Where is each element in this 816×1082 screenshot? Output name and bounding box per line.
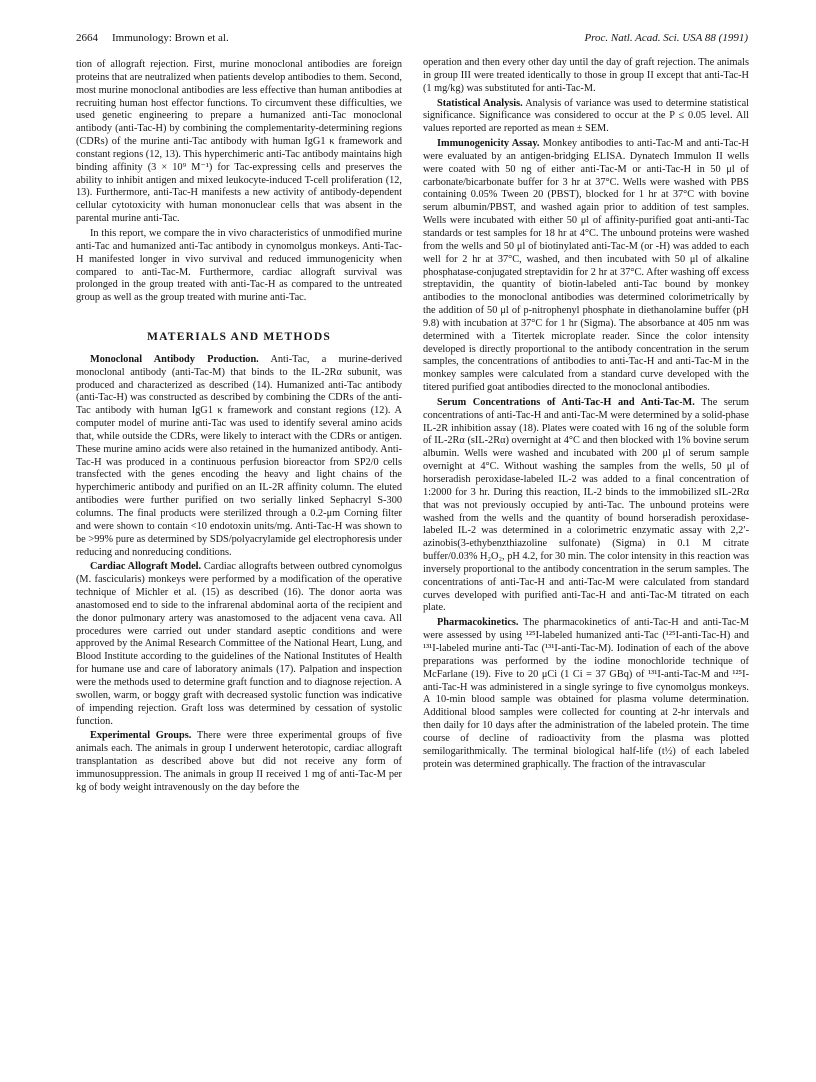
experimental-groups-paragraph xyxy=(76,730,402,794)
immunogenicity-heading: Immunogenicity Assay. xyxy=(437,138,540,150)
experimental-groups-continued: operation and then every other day until the day of graft rejection. The animals in group III were treated identically to those in group II except that anti-Tac-H (1 mg/kg) was substituted for anti-Tac-M. xyxy=(423,57,749,94)
pharmacokinetics-heading: Pharmacokinetics. xyxy=(437,617,519,629)
immunogenicity-text: Monkey antibodies to anti-Tac-M and anti-Tac-H were evaluated by an antigen-bridging ELISA. Dynatech Immulon II wells were coated with 50 ng of either anti-Tac-M or anti-Tac-H in 50 μl of carbonate/bicarbonate buffer for 3 hr at 37°C. Wells were washed with PBS containing 0.05% Tween 20 (PBST), blocked for 1 hr at 37°C with bovine serum albumin/PBST, and washed again prior to addition of test samples. Wells were incubated with either 50 μl of affinity-purified goat anti-anti-Tac standards or test samples for 18 hr at 4°C. The unbound proteins were washed from the wells and 50 μl of biotinylated anti-Tac-M (or -H) was added to each well for 2 hr at 37°C, washed, and then incubated with 50 μl of alkaline phosphatase-conjugated streptavidin for 2 hr at 37°C. After washing off excess streptavidin, the quantity of biotin-labeled anti-Tac bound by monkey antibodies to the monoclonal antibodies was determined colorimetrically by the addition of 50 μl of p-nitrophenyl phosphate in diethanolamine buffer (pH 9.8) with incubation at 37°C for 1 hr (Sigma). The absorbance at 405 nm was determined with a Titertek microplate reader. Since the color intensity developed is directly proportional to the antibody concentration in the serum samples, the concentrations of antibodies to anti-Tac-H and anti-Tac-M in the monkey samples were calculated from a standard curve developed with the titered purified goat antibodies directed to the monoclonal antibodies. xyxy=(423,138,749,394)
statistical-analysis-heading: Statistical Analysis. xyxy=(437,97,523,109)
serum-concentrations-heading: Serum Concentrations of Anti-Tac-H and Anti-Tac-M. xyxy=(437,396,695,408)
cardiac-allograft-text: Cardiac allografts between outbred cynomolgus (M. fascicularis) monkeys were performed by a modification of the operative technique of Michler et al. (15) as described (16). The donor aorta was anastomosed end to side to the infrarenal abdominal aorta of the recipient and the donor pulmonary artery was anastomosed to the adjacent vena cava. All procedures were carried out under standard aseptic conditions and were approved by the Animal Research Committee of the National Heart, Lung, and Blood Institute according to the guidelines of the National Institutes of Health for humane use and care of laboratory animals (17). Palpation and inspection were the methods used to determine graft function and to diagnose rejection. A swollen, warm, or boggy graft with decreased systolic function was indicative of impending rejection. Graft loss was determined by cessation of systolic function. xyxy=(76,561,403,727)
cardiac-allograft-heading: Cardiac Allograft Model. xyxy=(90,561,202,573)
pharmacokinetics-paragraph xyxy=(423,617,749,771)
right-column xyxy=(423,57,749,771)
section-heading-methods: MATERIALS AND METHODS xyxy=(146,330,332,344)
experimental-groups-text: There were three experimental groups of five animals each. The animals in group I underwent heterotopic, cardiac allograft transplantation as described above but did not receive any form of immunosuppression. The animals in group II received 1 mg of anti-Tac-M per kg of body weight intravenously on the day before the xyxy=(76,730,402,793)
serum-concentrations-text: The serum concentrations of anti-Tac-H and anti-Tac-M were determined by a solid-phase IL-2R inhibition assay (18). Plates were coated with 16 ng of the soluble form of IL-2Rα (sIL-2Rα) overnight at 4°C and then blocked with 1% bovine serum albumin. Wells were washed and incubated with 200 μl of serum sample overnight at 4°C. Without washing the samples from the wells, 50 μl of horseradish peroxidase-labeled IL-2 was added to a final concentration of 1:2000 for 3 hr. During this reaction, IL-2 binds to the immobilized sIL-2Rα that was not previously occupied by anti-Tac. The unbound proteins were washed from the wells and the quantity of bound horseradish peroxidase-labeled IL-2 was determined in a colorimetric enzymatic assay with 2,2′-azinobis(3-ethybenzthiazoline sulfonate) (Sigma) in 0.1 M citrate buffer/0.03% H₂O₂, pH 4.2, for 30 min. The color intensity in this reaction was inversely proportional to the antibody concentration in the serum samples. The concentrations of anti-Tac-H and anti-Tac-M were calculated from standard curves developed with purified anti-Tac-H and anti-Tac-M titrated on each plate. xyxy=(423,396,750,614)
immunogenicity-paragraph xyxy=(423,138,749,395)
cardiac-allograft-paragraph xyxy=(76,561,402,728)
page-number: 2664 xyxy=(76,32,98,44)
intro-paragraph-1: tion of allograft rejection. First, murine monoclonal antibodies are foreign proteins that are neutralized when patients develop antibodies to them. Second, most murine monoclonal antibodies are less effective than human antibodies at recruiting human host effector functions. To circumvent these difficulties, we used genetic engineering to prepare a humanized anti-Tac monoclonal antibody (anti-Tac-H) by combining the complementarity-determining regions (CDRs) of the murine anti-Tac antibody with human IgG1 κ framework and constant regions (12, 13). This hyperchimeric anti-Tac antibody maintains high binding affinity (3 × 10⁹ M⁻¹) for Tac-expressing cells and preserves the ability to inhibit antigen and mixed leukocyte-induced T-cell proliferation (12, 13). Furthermore, anti-Tac-H manifests a new activity of antibody-dependent cellular cytotoxicity with human mononuclear cells that was absent in the parental murine anti-Tac. xyxy=(76,59,402,225)
pharmacokinetics-text: The pharmacokinetics of anti-Tac-H and anti-Tac-M were assessed by using ¹²⁵I-labeled humanized anti-Tac (¹²⁵I-anti-Tac-H) and ¹³¹I-labeled murine anti-Tac (¹³¹I-anti-Tac-M). Iodination of each of the above preparations was performed by the iodine monochloride technique of McFarlane (19). Five to 20 μCi (1 Ci = 37 GBq) of ¹³¹I-anti-Tac-M and ¹²⁵I-anti-Tac-H was administered in a single syringe to five cynomolgus monkeys. A 10-min blood sample was obtained for plasma volume determination. Additional blood samples were collected for counting at 2-hr intervals and then daily for 10 days after the administration of the labeled protein. The time course of decline of radioactivity from the plasma was plotted semilogarithmically. The terminal biological half-life (t½) of each labeled protein was determined graphically. The fraction of the intravascular xyxy=(423,617,749,770)
page-header xyxy=(76,32,748,48)
journal-citation: Proc. Natl. Acad. Sci. USA 88 (1991) xyxy=(584,32,748,44)
running-title: Immunology: Brown et al. xyxy=(112,32,229,44)
statistical-analysis-paragraph xyxy=(423,98,749,137)
mab-production-heading: Monoclonal Antibody Production. xyxy=(90,353,259,365)
serum-concentrations-paragraph xyxy=(423,397,749,615)
mab-production-text: Anti-Tac, a murine-derived monoclonal antibody (anti-Tac-M) that binds to the IL-2Rα subunit, was produced and characterized as described (14). Humanized anti-Tac antibody (anti-Tac-H) was constructed as described by combining the CDRs of the anti-Tac antibody with human IgG1 κ framework and constant regions (12). A computer model of murine anti-Tac was used to identify several amino acids that, while outside the CDRs, were likely to interact with the CDRs or antigen. These murine amino acids were also retained in the humanized antibody. Anti-Tac-H was produced in a continuous perfusion bioreactor from SP2/0 cells transfected with the genes encoding the heavy and light chains of the hyperchimeric antibody and purified on an IL-2R affinity column. The eluted antibodies were further purified on two serially linked Sephacryl S-300 columns. The final products were sterilized through a 0.2-μm Corning filter and were shown to contain <10 endotoxin units/mg. Anti-Tac-H was shown to be >99% pure as determined by SDS/polyacrylamide gel electrophoresis under reducing and nonreducing conditions. xyxy=(76,353,402,558)
statistical-analysis-text: Analysis of variance was used to determine statistical significance. Significance was considered to occur at the P ≤ 0.05 level. All values reported are reported as mean ± SEM. xyxy=(423,97,749,135)
mab-production-paragraph xyxy=(76,354,402,560)
experimental-groups-heading: Experimental Groups. xyxy=(90,730,192,742)
left-column xyxy=(76,59,402,795)
intro-paragraph-2: In this report, we compare the in vivo characteristics of unmodified murine anti-Tac and humanized anti-Tac antibody in cynomolgus monkeys. Anti-Tac-H manifested longer in vivo survival and reduced immunogenicity when compared to anti-Tac-M. Furthermore, cardiac allograft survival was prolonged in the group treated with anti-Tac-H as compared to the untreated group as well as the group treated with murine anti-Tac. xyxy=(76,227,402,304)
